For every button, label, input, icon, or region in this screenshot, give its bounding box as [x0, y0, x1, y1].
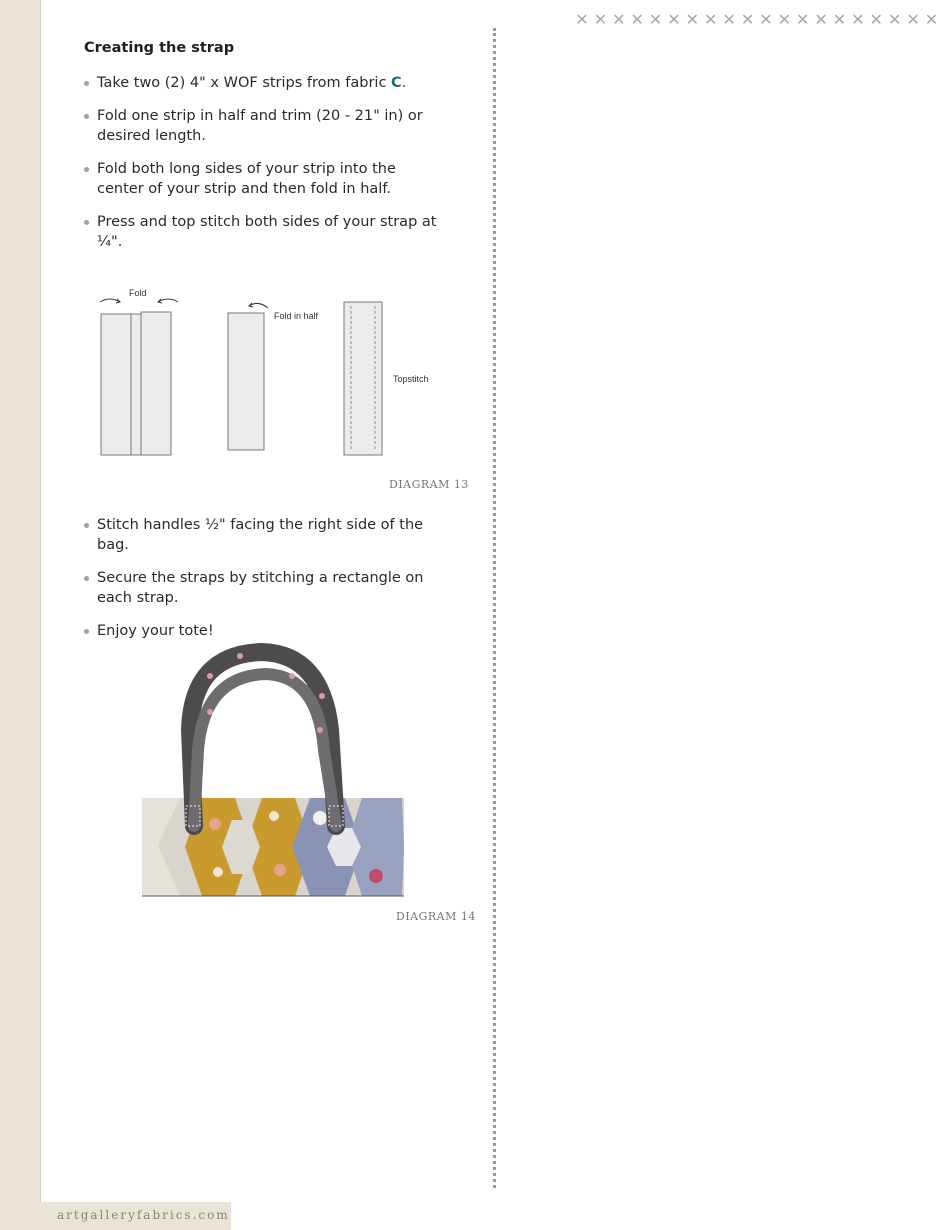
list-item: Enjoy your tote!: [84, 621, 444, 641]
list-item: Fold one strip in half and trim (20 - 21" in) or desired length.: [84, 106, 444, 146]
steps-list-top: [84, 73, 444, 265]
list-item: Stitch handles ½" facing the right side of the bag.: [84, 515, 444, 555]
footer-strip: [0, 1202, 231, 1230]
footer-url[interactable]: artgalleryfabrics.com: [57, 1208, 230, 1222]
diagram-14-caption: DIAGRAM 14: [396, 910, 476, 923]
label-topstitch: Topstitch: [393, 374, 429, 384]
diagram-13: [90, 284, 450, 464]
tote-body: [142, 798, 404, 896]
fold-half-arrow: [249, 303, 268, 308]
column-divider: [493, 28, 496, 1188]
fabric-letter: C: [391, 75, 402, 91]
list-item: Press and top stitch both sides of your strap at ¼".: [84, 212, 444, 252]
label-fold-half: Fold in half: [274, 311, 319, 321]
topstitched-strip: [344, 302, 382, 455]
list-item: Take two (2) 4" x WOF strips from fabric C.: [84, 73, 444, 93]
section-title: Creating the strap: [84, 40, 235, 56]
list-item: Fold both long sides of your strip into the center of your strip and then fold in half.: [84, 159, 444, 199]
folded-strip-illustration: [101, 312, 171, 455]
linen-margin: [0, 0, 41, 1230]
cross-stitch-border: ✕ ✕ ✕ ✕ ✕ ✕ ✕ ✕ ✕ ✕ ✕ ✕ ✕ ✕ ✕ ✕ ✕ ✕ ✕ ✕: [575, 10, 939, 29]
diagram-14-tote: [140, 640, 408, 900]
label-fold: Fold: [129, 288, 147, 298]
steps-list-bottom: [84, 515, 444, 654]
diagram-13-caption: DIAGRAM 13: [389, 478, 469, 491]
half-strip: [228, 313, 264, 450]
list-item: Secure the straps by stitching a rectangle on each strap.: [84, 568, 444, 608]
